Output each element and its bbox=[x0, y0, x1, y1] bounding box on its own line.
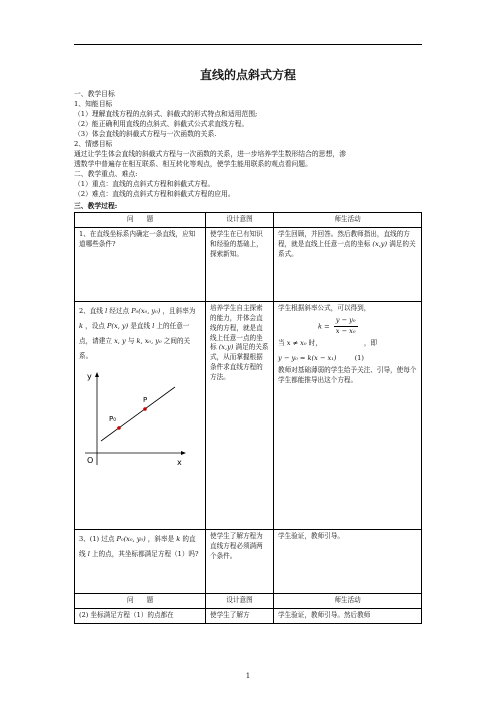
table-row bbox=[75, 301, 422, 529]
intent-cell: 使学生了解方 bbox=[206, 608, 274, 623]
activity-cell bbox=[274, 227, 422, 301]
point-slope-equation: y − y₀ = k(x − x₁) bbox=[278, 354, 337, 363]
point-p0-label: P₀ bbox=[109, 414, 117, 423]
text: 2、直线 bbox=[79, 306, 103, 315]
slope-formula bbox=[278, 316, 417, 337]
section-line: 2、情感目标 bbox=[74, 140, 113, 148]
math-expression: P(x, y) bbox=[107, 322, 129, 331]
question-cell bbox=[75, 301, 206, 529]
y-axis-label: y bbox=[87, 371, 92, 381]
text: ，即 bbox=[363, 338, 378, 347]
text: 经过点 bbox=[109, 306, 130, 315]
section-line: 三、教学过程: bbox=[74, 202, 118, 210]
activity-text: 学生根据斜率公式，可以得到， bbox=[278, 303, 371, 312]
activity-text: 教师对基础薄弱的学生给予关注、引导，使每个学生都能推导出这个方程。 bbox=[278, 366, 417, 385]
math-expression: k, x₀, y₀ bbox=[136, 337, 162, 346]
origin-label: O bbox=[87, 455, 94, 465]
table-row bbox=[75, 227, 422, 301]
page-title: 直线的点斜式方程 bbox=[199, 68, 296, 82]
intent-cell: 使学生在已有知识和经验的基础上，探索新知。 bbox=[206, 227, 274, 301]
table-header-row bbox=[75, 213, 422, 228]
fraction-numerator: y − y₀ bbox=[334, 316, 358, 327]
text: 当 bbox=[278, 338, 285, 347]
text: 上的任意一点，请建立 bbox=[79, 322, 190, 346]
math-expression: P₀(x₀, y₀) bbox=[131, 306, 161, 315]
text: ，且斜率为 bbox=[162, 306, 196, 315]
math-expression: x, y bbox=[114, 337, 126, 346]
table-header-row bbox=[75, 593, 422, 608]
question-cell bbox=[75, 529, 206, 593]
math-expression: (x,y) bbox=[372, 239, 388, 248]
section-line: 二、教学重点、难点: bbox=[74, 170, 138, 178]
section-line: （3）体会直线的斜截式方程与一次函数的关系. bbox=[74, 130, 217, 138]
activity-cell: 学生验证，教师引导。 bbox=[274, 529, 422, 593]
question-cell: (2) 坐标满足方程（1）的点都在 bbox=[75, 608, 206, 623]
section-line: 通过让学生体会直线的斜截式方程与一次函数的关系，进一步培养学生数形结合的思想，渗 bbox=[74, 150, 346, 158]
fraction-denominator: x − x₀ bbox=[335, 326, 356, 335]
table-row bbox=[75, 608, 422, 623]
header-question: 问 题 bbox=[75, 593, 206, 608]
section-line: （2）能正确利用直线的点斜式、斜截式公式求直线方程。 bbox=[74, 120, 249, 128]
text: 时， bbox=[308, 338, 322, 347]
intent-text: 满足的关系式，从而掌握根据条件求直线方程的方法。 bbox=[210, 343, 269, 382]
activity-text: 学生回顾，并回答。然后教师指出，直线的方程，就是直线上任意一点的坐标 bbox=[278, 229, 410, 248]
intent-text: 培养学生自主探索的能力，并体会直线的方程，就是直线上任意一点的坐标 bbox=[210, 303, 263, 352]
section-line: 一、教学目标 bbox=[74, 90, 115, 98]
section-line: （1）理解直线方程的点斜式、斜截式的形式特点和适用范围; bbox=[74, 110, 258, 118]
page-number: 1 bbox=[245, 672, 251, 680]
header-activity: 师生活动 bbox=[274, 593, 422, 608]
text: 与 bbox=[127, 337, 135, 346]
header-question: 问 题 bbox=[75, 213, 206, 228]
activity-cell: 学生验证，教师引导。然后教师 bbox=[274, 608, 422, 623]
text: 是直线 bbox=[130, 322, 151, 331]
section-line: （2）难点：直线的点斜式方程和斜截式方程的应用。 bbox=[74, 190, 235, 198]
point-p-label: P bbox=[143, 395, 148, 404]
intent-cell: 使学生了解方程为直线方程必须满两个条件。 bbox=[206, 529, 274, 593]
header-intent: 设计意图 bbox=[206, 213, 274, 228]
coordinate-figure bbox=[79, 369, 189, 469]
header-rule bbox=[74, 44, 422, 45]
math-expression: k bbox=[79, 322, 83, 331]
math-expression: l bbox=[152, 322, 155, 331]
section-line: （1）重点：直线的点斜式方程和斜截式方程。 bbox=[74, 180, 215, 188]
text: ，设点 bbox=[85, 322, 105, 331]
text: 的直线 bbox=[79, 534, 196, 559]
intent-cell bbox=[206, 301, 274, 529]
activity-text: 满足的关系式。 bbox=[278, 239, 416, 258]
header-activity: 师生活动 bbox=[274, 213, 422, 228]
text: 上的点，其坐标都满足方程（1）吗? bbox=[91, 550, 199, 559]
section-line: 1、知能目标 bbox=[74, 100, 113, 108]
math-expression: P₀(x₀, y₀) bbox=[116, 534, 146, 543]
text: ，斜率是 bbox=[147, 534, 175, 543]
question-cell: 1、在直线坐标系内确定一条直线，应知道哪些条件? bbox=[75, 227, 206, 301]
text: 3、(1) 过点 bbox=[79, 534, 115, 543]
lesson-table bbox=[74, 212, 422, 624]
section-line: 透数学中普遍存在相互联系、相互转化等观点，使学生能用联系的观点看问题。 bbox=[74, 160, 312, 168]
activity-cell bbox=[274, 301, 422, 529]
x-axis-label: x bbox=[177, 457, 182, 467]
text: 之间的关系。 bbox=[79, 337, 191, 361]
table-row bbox=[75, 529, 422, 593]
header-intent: 设计意图 bbox=[206, 593, 274, 608]
math-expression: k bbox=[176, 534, 181, 543]
math-expression: k = bbox=[318, 322, 330, 331]
equation-number: (1) bbox=[354, 354, 364, 363]
math-expression: l bbox=[105, 306, 108, 315]
math-expression: l bbox=[87, 550, 90, 559]
math-expression: (x,y) bbox=[218, 343, 234, 352]
math-expression: x ≠ x₀ bbox=[286, 338, 307, 347]
